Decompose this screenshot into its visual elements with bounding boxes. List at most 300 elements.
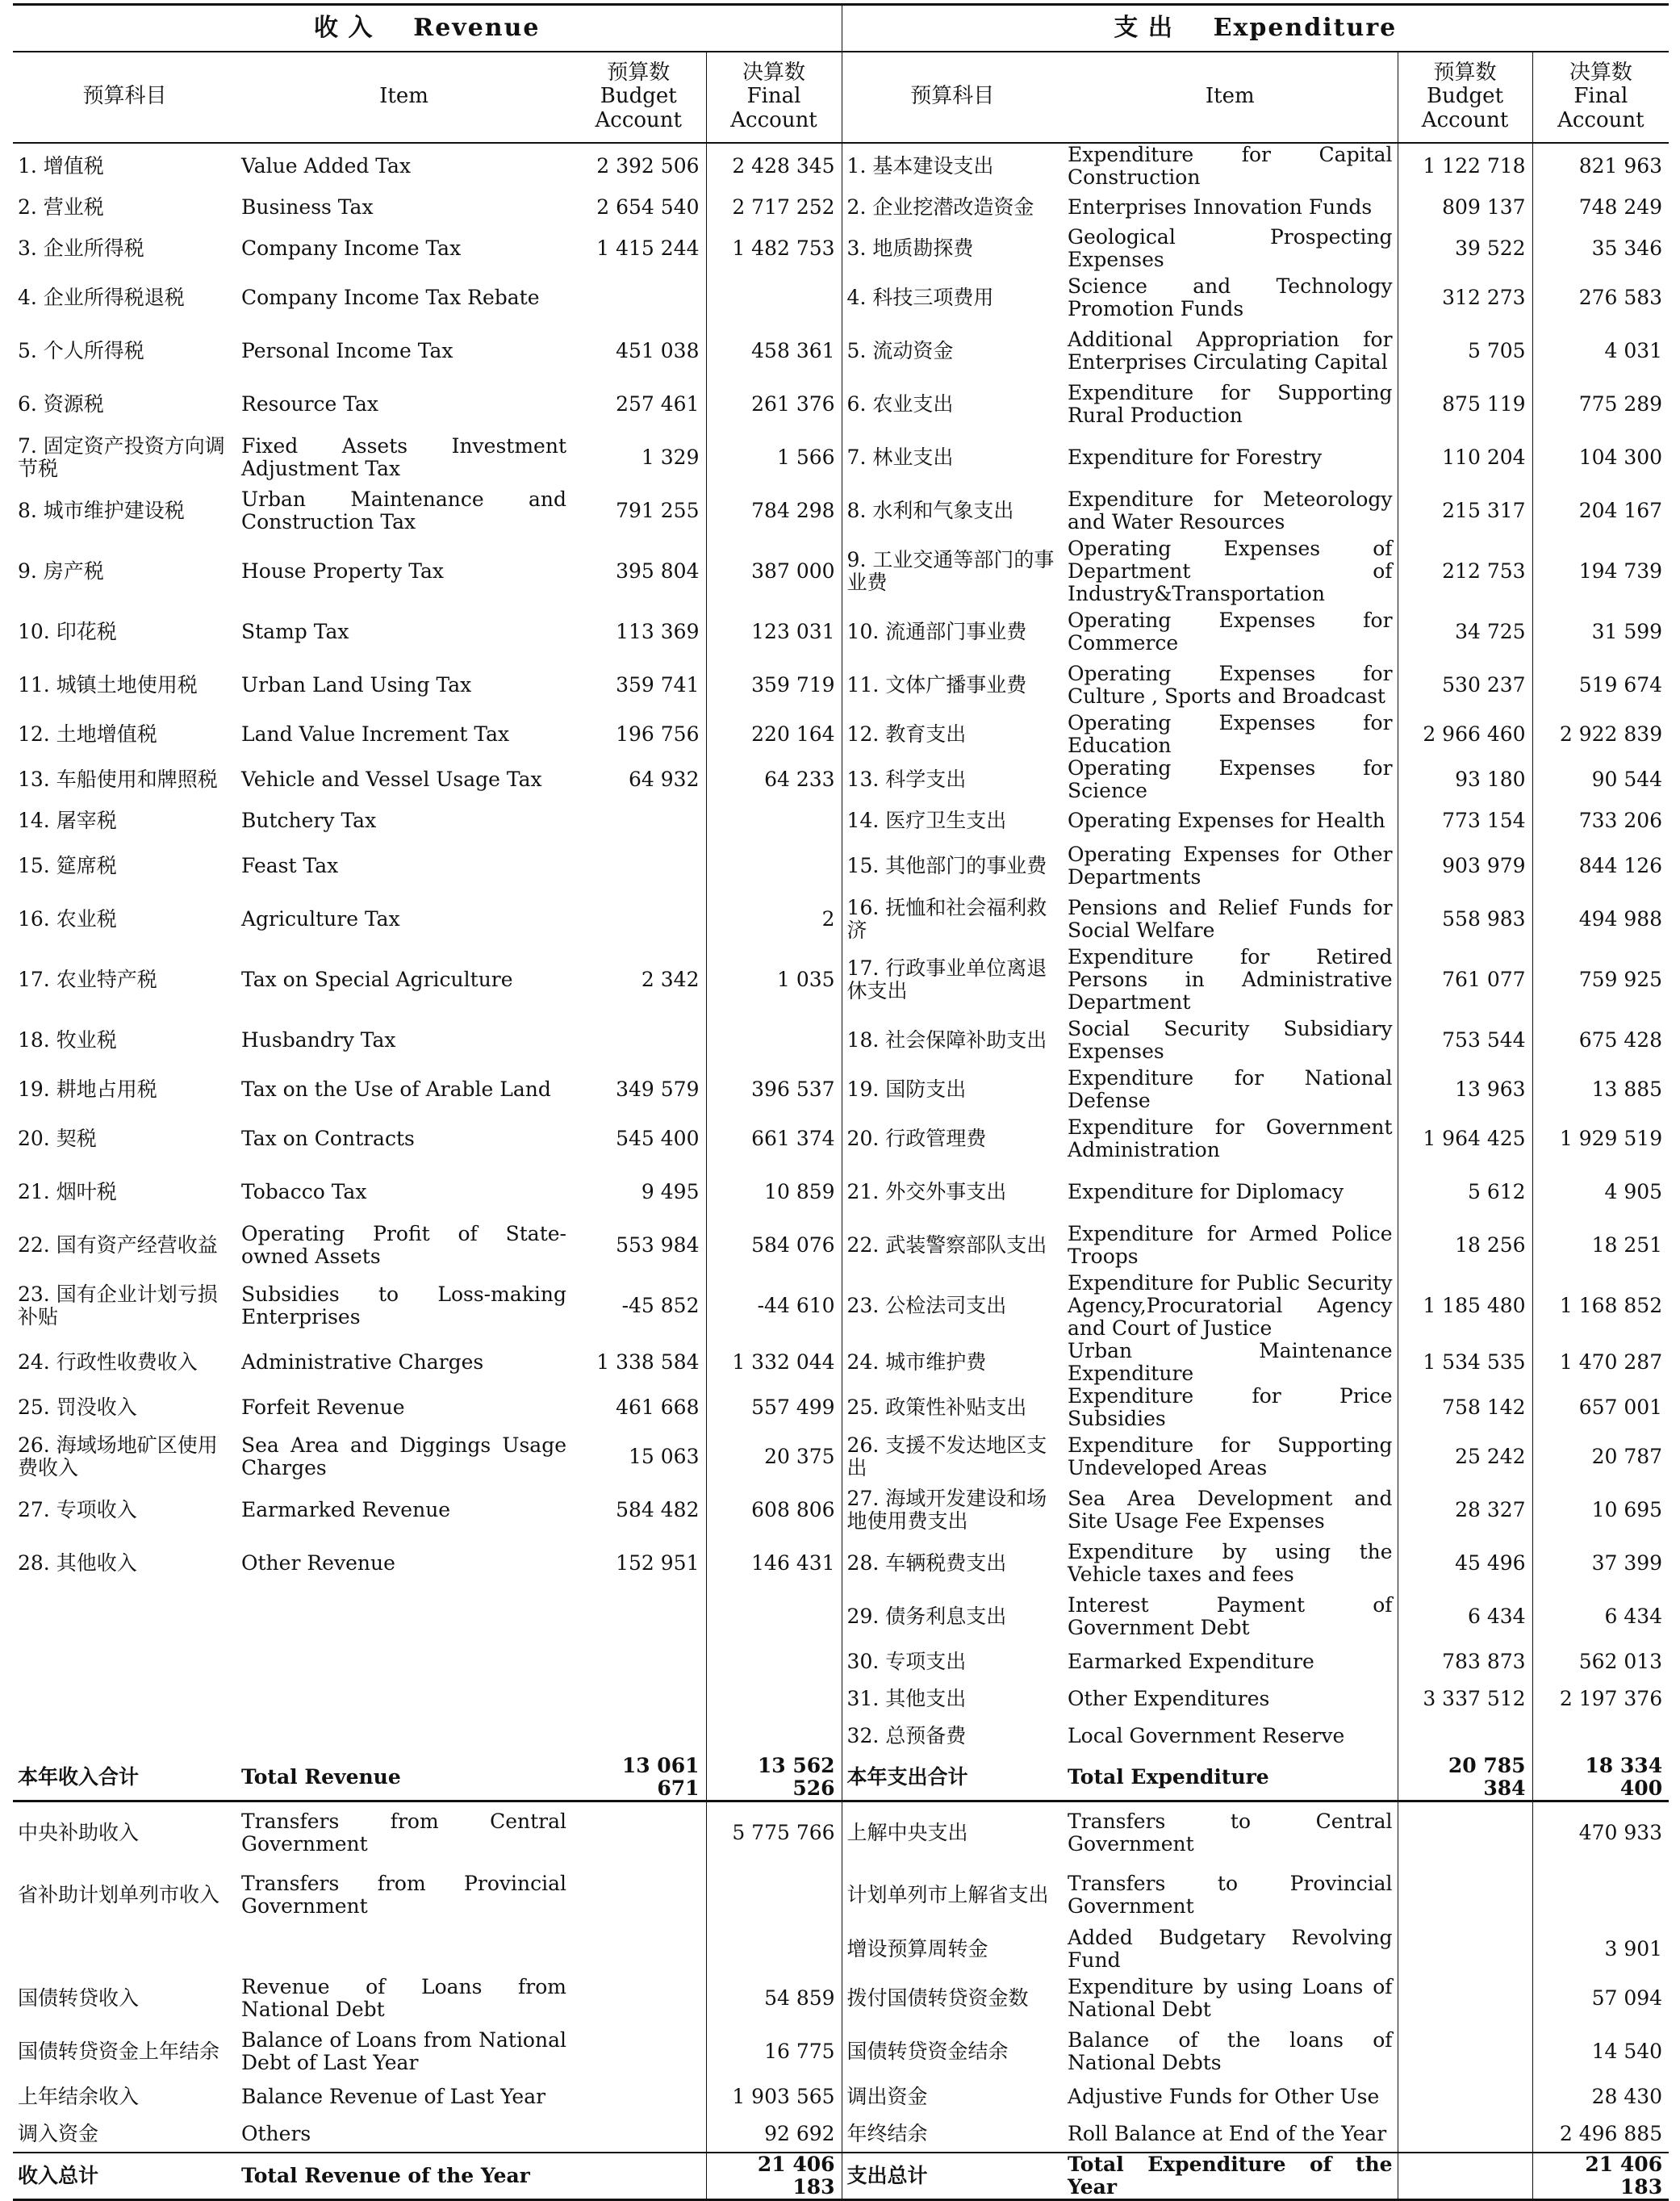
exp-col-final-en1: Final bbox=[1573, 84, 1628, 109]
exp-budget: 110 204 bbox=[1398, 431, 1532, 484]
table-row bbox=[13, 1165, 1669, 1219]
rev-final: 16 775 bbox=[706, 2025, 842, 2078]
exp-item-zh: 10. 流通部门事业费 bbox=[846, 619, 1027, 643]
rev-budget bbox=[571, 1680, 706, 1718]
rev-final: 1 566 bbox=[706, 431, 842, 484]
exp-item-en: Expenditure by using the Vehicle taxes and fees bbox=[1063, 1537, 1398, 1590]
exp-col-item-zh: 预算科目 bbox=[842, 52, 1063, 143]
exp-final: 14 540 bbox=[1591, 2040, 1663, 2063]
rev-final: 20 375 bbox=[706, 1430, 842, 1483]
exp-item-en: Expenditure for Government Administration bbox=[1063, 1112, 1398, 1165]
rev-item-en: Subsidies to Loss-making Enterprises bbox=[241, 1282, 566, 1329]
rev-final: 458 361 bbox=[706, 324, 842, 378]
rev-item-zh: 20. 契税 bbox=[18, 1126, 97, 1150]
rev-item-zh: 4. 企业所得税退税 bbox=[18, 285, 185, 309]
rev-item-zh: 9. 房产税 bbox=[18, 559, 104, 583]
exp-budget: 25 242 bbox=[1398, 1430, 1532, 1483]
rev-final: 359 719 bbox=[706, 659, 842, 712]
exp-final: 90 544 bbox=[1591, 767, 1663, 791]
rev-col-final-en1: Final bbox=[746, 84, 801, 109]
exp-budget: 875 119 bbox=[1398, 378, 1532, 431]
rev-budget bbox=[571, 1014, 706, 1067]
rev-budget: 9 495 bbox=[571, 1165, 706, 1219]
exp-item-en: Enterprises Innovation Funds bbox=[1063, 189, 1398, 226]
rev-item-en bbox=[236, 1590, 571, 1643]
rev-item-zh: 15. 筵席税 bbox=[18, 853, 117, 877]
rev-item-en: Administrative Charges bbox=[241, 1349, 484, 1374]
revenue-title-zh: 收 入 bbox=[314, 13, 374, 42]
rev-final: 608 806 bbox=[706, 1483, 842, 1537]
rev-budget: 1 415 244 bbox=[571, 226, 706, 271]
exp-item-zh: 增设预算周转金 bbox=[846, 1937, 988, 1960]
exp-budget bbox=[1398, 1801, 1532, 1864]
exp-budget: 34 725 bbox=[1398, 605, 1532, 659]
rev-item-zh: 8. 城市维护建设税 bbox=[18, 498, 185, 522]
rev-final: 64 233 bbox=[706, 757, 842, 802]
expenditure-title-zh: 支 出 bbox=[1114, 13, 1173, 42]
exp-item-zh: 19. 国防支出 bbox=[846, 1077, 967, 1101]
exp-budget: 783 873 bbox=[1398, 1643, 1532, 1680]
rev-budget bbox=[571, 802, 706, 839]
rev-col-item-zh: 预算科目 bbox=[13, 52, 236, 143]
rev-budget bbox=[571, 1864, 706, 1927]
exp-item-zh: 25. 政策性补贴支出 bbox=[846, 1395, 1027, 1419]
exp-item-en: Operating Expenses for Other Departments bbox=[1063, 839, 1398, 893]
exp-col-item-en: Item bbox=[1063, 52, 1398, 143]
table-row bbox=[13, 1014, 1669, 1067]
exp-item-en: Total Expenditure of the Year bbox=[1063, 2153, 1398, 2200]
exp-item-zh: 22. 武装警察部队支出 bbox=[846, 1232, 1047, 1257]
rev-item-en: Company Income Tax bbox=[241, 236, 462, 260]
exp-item-zh: 支出总计 bbox=[842, 2153, 1063, 2200]
rev-final: 396 537 bbox=[706, 1067, 842, 1112]
exp-item-en: Expenditure for Forestry bbox=[1063, 431, 1398, 484]
exp-col-final-zh: 决算数 bbox=[1569, 61, 1632, 86]
exp-budget bbox=[1398, 1864, 1532, 1927]
rev-col-budget-zh: 预算数 bbox=[607, 61, 671, 86]
exp-final: 2 922 839 bbox=[1559, 722, 1663, 746]
rev-item-en: Resource Tax bbox=[241, 391, 379, 416]
rev-final bbox=[706, 1864, 842, 1927]
exp-budget: 809 137 bbox=[1398, 189, 1532, 226]
exp-item-zh: 21. 外交外事支出 bbox=[846, 1179, 1007, 1203]
exp-final: 204 167 bbox=[1578, 498, 1663, 522]
exp-col-budget bbox=[1398, 52, 1532, 143]
rev-final bbox=[706, 1643, 842, 1680]
revenue-section-title bbox=[13, 5, 842, 52]
exp-item-zh: 30. 专项支出 bbox=[846, 1649, 967, 1673]
rev-item-en: Business Tax bbox=[241, 195, 374, 219]
rev-final: 1 035 bbox=[706, 946, 842, 1014]
exp-budget: 18 256 bbox=[1398, 1219, 1532, 1272]
rev-item-zh: 16. 农业税 bbox=[18, 906, 117, 931]
rev-item-en: Transfers from Central Government bbox=[241, 1809, 566, 1856]
rev-item-zh: 17. 农业特产税 bbox=[18, 967, 157, 991]
exp-item-en: Expenditure by using Loans of National Debt bbox=[1063, 1972, 1398, 2025]
exp-item-en: Science and Technology Promotion Funds bbox=[1063, 271, 1398, 324]
exp-budget: 212 753 bbox=[1398, 538, 1532, 605]
exp-item-en: Earmarked Expenditure bbox=[1063, 1643, 1398, 1680]
table-row bbox=[13, 1590, 1669, 1643]
exp-item-zh: 4. 科技三项费用 bbox=[846, 285, 994, 309]
rev-budget bbox=[571, 1590, 706, 1643]
rev-budget: 791 255 bbox=[571, 484, 706, 538]
rev-final: 2 428 345 bbox=[706, 143, 842, 189]
exp-item-zh: 26. 支援不发达地区支出 bbox=[846, 1433, 1047, 1479]
exp-col-final-en2: Account bbox=[1557, 107, 1644, 132]
table-row bbox=[13, 659, 1669, 712]
exp-final: 1 929 519 bbox=[1559, 1126, 1663, 1150]
rev-item-zh: 调入资金 bbox=[18, 2121, 99, 2145]
exp-final: 104 300 bbox=[1578, 445, 1663, 469]
exp-item-zh: 11. 文体广播事业费 bbox=[846, 672, 1027, 697]
rev-final: 1 482 753 bbox=[706, 226, 842, 271]
exp-budget bbox=[1398, 1972, 1532, 2025]
rev-final: 220 164 bbox=[706, 712, 842, 757]
transfer-row bbox=[13, 1927, 1669, 1972]
table-row bbox=[13, 271, 1669, 324]
exp-final: 13 885 bbox=[1591, 1077, 1663, 1101]
rev-budget: 545 400 bbox=[571, 1112, 706, 1165]
exp-budget: 6 434 bbox=[1398, 1590, 1532, 1643]
exp-budget: 93 180 bbox=[1398, 757, 1532, 802]
rev-final: 661 374 bbox=[706, 1112, 842, 1165]
rev-col-budget bbox=[571, 52, 706, 143]
exp-final: 18 251 bbox=[1591, 1232, 1663, 1257]
exp-item-en: Operating Expenses of Department of Industry&Transportation bbox=[1063, 538, 1398, 605]
exp-col-final bbox=[1532, 52, 1669, 143]
exp-item-en: Local Government Reserve bbox=[1063, 1718, 1398, 1755]
rev-item-zh: 7. 固定资产投资方向调节税 bbox=[18, 433, 225, 480]
exp-final: 18 334 400 bbox=[1532, 1755, 1669, 1801]
table-row bbox=[13, 143, 1669, 189]
exp-item-en: Transfers to Central Government bbox=[1063, 1801, 1398, 1864]
exp-final: 2 496 885 bbox=[1559, 2121, 1663, 2145]
exp-final: 194 739 bbox=[1578, 559, 1663, 583]
rev-item-zh: 国债转贷收入 bbox=[18, 1986, 140, 2010]
rev-item-en: Butchery Tax bbox=[241, 808, 377, 832]
exp-budget: 753 544 bbox=[1398, 1014, 1532, 1067]
exp-item-en: Geological Prospecting Expenses bbox=[1063, 226, 1398, 271]
exp-item-zh: 本年支出合计 bbox=[842, 1755, 1063, 1801]
rev-item-en: Sea Area and Diggings Usage Charges bbox=[241, 1433, 566, 1479]
rev-item-zh: 5. 个人所得税 bbox=[18, 338, 144, 362]
table-row bbox=[13, 802, 1669, 839]
rev-item-en bbox=[236, 1643, 571, 1680]
rev-col-final bbox=[706, 52, 842, 143]
exp-final: 31 599 bbox=[1591, 619, 1663, 643]
exp-budget: 1 185 480 bbox=[1398, 1272, 1532, 1340]
table-row bbox=[13, 1680, 1669, 1718]
exp-item-en: Expenditure for Public Security Agency,Procuratorial Agency and Court of Justice bbox=[1063, 1272, 1398, 1340]
rev-item-en: Tobacco Tax bbox=[241, 1179, 367, 1203]
exp-item-en: Social Security Subsidiary Expenses bbox=[1063, 1014, 1398, 1067]
exp-final: 657 001 bbox=[1578, 1395, 1663, 1419]
exp-budget bbox=[1398, 2153, 1532, 2200]
rev-item-en: Total Revenue bbox=[236, 1755, 571, 1801]
exp-final: 35 346 bbox=[1591, 236, 1663, 260]
exp-budget: 558 983 bbox=[1398, 893, 1532, 946]
exp-final: 1 470 287 bbox=[1559, 1349, 1663, 1374]
exp-item-en: Adjustive Funds for Other Use bbox=[1063, 2078, 1398, 2115]
rev-item-zh: 3. 企业所得税 bbox=[18, 236, 144, 260]
rev-budget bbox=[571, 271, 706, 324]
table-row bbox=[13, 1112, 1669, 1165]
expenditure-title-en: Expenditure bbox=[1213, 13, 1398, 42]
exp-item-en: Operating Expenses for Education bbox=[1063, 712, 1398, 757]
exp-budget: 1 122 718 bbox=[1398, 143, 1532, 189]
table-row bbox=[13, 1537, 1669, 1590]
exp-item-en: Interest Payment of Government Debt bbox=[1063, 1590, 1398, 1643]
rev-budget: 1 329 bbox=[571, 431, 706, 484]
exp-item-zh: 1. 基本建设支出 bbox=[846, 153, 994, 178]
exp-final: 562 013 bbox=[1578, 1649, 1663, 1673]
rev-final: 92 692 bbox=[706, 2115, 842, 2153]
exp-item-en: Expenditure for Capital Construction bbox=[1063, 143, 1398, 189]
rev-item-en: Forfeit Revenue bbox=[241, 1395, 405, 1419]
rev-final bbox=[706, 1718, 842, 1755]
exp-final bbox=[1532, 1718, 1669, 1755]
rev-final: 557 499 bbox=[706, 1385, 842, 1430]
rev-final: 146 431 bbox=[706, 1537, 842, 1590]
rev-final bbox=[706, 1014, 842, 1067]
table-row bbox=[13, 324, 1669, 378]
rev-budget: 15 063 bbox=[571, 1430, 706, 1483]
exp-item-zh: 拨付国债转贷资金数 bbox=[846, 1986, 1029, 2010]
rev-final: 1 903 565 bbox=[706, 2078, 842, 2115]
rev-item-zh: 23. 国有企业计划亏损补贴 bbox=[18, 1282, 218, 1329]
exp-final: 28 430 bbox=[1591, 2085, 1663, 2108]
rev-final: 2 bbox=[706, 893, 842, 946]
exp-budget: 2 966 460 bbox=[1398, 712, 1532, 757]
exp-final: 37 399 bbox=[1591, 1550, 1663, 1575]
exp-item-zh: 6. 农业支出 bbox=[846, 391, 954, 416]
expenditure-section-title bbox=[842, 5, 1669, 52]
rev-item-zh: 10. 印花税 bbox=[18, 619, 117, 643]
table-row bbox=[13, 757, 1669, 802]
rev-budget: 196 756 bbox=[571, 712, 706, 757]
rev-final bbox=[706, 1590, 842, 1643]
rev-item-en: Urban Land Using Tax bbox=[241, 672, 472, 697]
rev-item-zh: 12. 土地增值税 bbox=[18, 722, 157, 746]
table-row bbox=[13, 431, 1669, 484]
rev-item-zh bbox=[13, 1718, 236, 1755]
exp-item-zh: 国债转贷资金结余 bbox=[846, 2040, 1009, 2063]
exp-item-zh: 5. 流动资金 bbox=[846, 338, 954, 362]
exp-budget: 530 237 bbox=[1398, 659, 1532, 712]
rev-item-zh: 6. 资源税 bbox=[18, 391, 104, 416]
exp-item-zh: 27. 海域开发建设和场地使用费支出 bbox=[846, 1486, 1047, 1533]
exp-item-en: Pensions and Relief Funds for Social Welfare bbox=[1063, 893, 1398, 946]
rev-final: 584 076 bbox=[706, 1219, 842, 1272]
exp-item-zh: 3. 地质勘探费 bbox=[846, 236, 974, 260]
rev-item-en: Husbandry Tax bbox=[241, 1027, 396, 1052]
rev-item-zh bbox=[13, 1643, 236, 1680]
rev-item-zh: 14. 屠宰税 bbox=[18, 808, 117, 832]
rev-item-zh: 24. 行政性收费收入 bbox=[18, 1349, 198, 1374]
revenue-title-en: Revenue bbox=[413, 13, 541, 42]
rev-item-en: Fixed Assets Investment Adjustment Tax bbox=[241, 433, 566, 480]
grand-total-row bbox=[13, 2153, 1669, 2200]
rev-item-en: Urban Maintenance and Construction Tax bbox=[241, 487, 566, 534]
rev-item-zh: 21. 烟叶税 bbox=[18, 1179, 117, 1203]
table-row bbox=[13, 605, 1669, 659]
rev-budget: 584 482 bbox=[571, 1483, 706, 1537]
transfer-row bbox=[13, 2078, 1669, 2115]
exp-col-budget-en1: Budget bbox=[1427, 84, 1504, 109]
rev-item-zh: 收入总计 bbox=[13, 2153, 236, 2200]
exp-budget: 1 534 535 bbox=[1398, 1340, 1532, 1385]
exp-item-en: Expenditure for Retired Persons in Administrative Department bbox=[1063, 946, 1398, 1014]
exp-item-en: Expenditure for Meteorology and Water Resources bbox=[1063, 484, 1398, 538]
total-row bbox=[13, 1755, 1669, 1801]
exp-final: 494 988 bbox=[1578, 906, 1663, 931]
rev-budget: 257 461 bbox=[571, 378, 706, 431]
table-row bbox=[13, 712, 1669, 757]
exp-final: 675 428 bbox=[1578, 1027, 1663, 1052]
table-row bbox=[13, 1483, 1669, 1537]
rev-item-en: Feast Tax bbox=[241, 853, 339, 877]
exp-budget: 312 273 bbox=[1398, 271, 1532, 324]
rev-col-final-en2: Account bbox=[730, 107, 817, 132]
rev-item-zh bbox=[13, 1680, 236, 1718]
rev-budget bbox=[571, 2153, 706, 2200]
exp-col-budget-en2: Account bbox=[1421, 107, 1509, 132]
table-row bbox=[13, 1643, 1669, 1680]
exp-item-en: Expenditure for Supporting Rural Production bbox=[1063, 378, 1398, 431]
rev-final bbox=[706, 1680, 842, 1718]
rev-item-en: Tax on the Use of Arable Land bbox=[241, 1077, 551, 1101]
rev-item-en: Transfers from Provincial Government bbox=[241, 1872, 566, 1918]
rev-final: 261 376 bbox=[706, 378, 842, 431]
exp-item-zh: 7. 林业支出 bbox=[846, 445, 954, 469]
rev-budget bbox=[571, 1801, 706, 1864]
rev-item-zh: 22. 国有资产经营收益 bbox=[18, 1232, 218, 1257]
transfer-row bbox=[13, 2025, 1669, 2078]
rev-final bbox=[706, 802, 842, 839]
exp-item-en: Operating Expenses for Health bbox=[1063, 802, 1398, 839]
exp-item-en: Urban Maintenance Expenditure bbox=[1063, 1340, 1398, 1385]
exp-budget: 45 496 bbox=[1398, 1537, 1532, 1590]
exp-final: 3 901 bbox=[1604, 1937, 1663, 1960]
table-row bbox=[13, 484, 1669, 538]
exp-budget bbox=[1398, 2025, 1532, 2078]
rev-item-zh: 2. 营业税 bbox=[18, 195, 104, 219]
transfer-row bbox=[13, 2115, 1669, 2153]
rev-item-en: Value Added Tax bbox=[241, 153, 412, 178]
rev-budget: 461 668 bbox=[571, 1385, 706, 1430]
exp-item-zh: 31. 其他支出 bbox=[846, 1686, 967, 1710]
rev-item-zh: 1. 增值税 bbox=[18, 153, 104, 178]
exp-final: 4 905 bbox=[1604, 1179, 1663, 1203]
exp-final: 1 168 852 bbox=[1559, 1293, 1663, 1317]
table-row bbox=[13, 1718, 1669, 1755]
rev-item-en: Total Revenue of the Year bbox=[236, 2153, 571, 2200]
exp-item-zh: 17. 行政事业单位离退休支出 bbox=[846, 956, 1047, 1002]
rev-final: 123 031 bbox=[706, 605, 842, 659]
exp-item-zh: 32. 总预备费 bbox=[846, 1723, 967, 1747]
exp-budget: 13 963 bbox=[1398, 1067, 1532, 1112]
rev-item-zh: 26. 海域场地矿区使用费收入 bbox=[18, 1433, 218, 1479]
exp-item-zh: 14. 医疗卫生支出 bbox=[846, 808, 1007, 832]
table-row bbox=[13, 1385, 1669, 1430]
rev-budget: 2 654 540 bbox=[571, 189, 706, 226]
exp-final: 733 206 bbox=[1578, 808, 1663, 832]
rev-item-en bbox=[236, 1927, 571, 1972]
exp-item-zh: 调出资金 bbox=[846, 2085, 928, 2108]
exp-budget bbox=[1398, 2115, 1532, 2153]
exp-budget: 3 337 512 bbox=[1398, 1680, 1532, 1718]
rev-final: 387 000 bbox=[706, 538, 842, 605]
exp-budget bbox=[1398, 2078, 1532, 2115]
exp-item-en: Transfers to Provincial Government bbox=[1063, 1864, 1398, 1927]
exp-budget: 758 142 bbox=[1398, 1385, 1532, 1430]
transfer-row bbox=[13, 1864, 1669, 1927]
exp-item-en: Expenditure for Armed Police Troops bbox=[1063, 1219, 1398, 1272]
exp-budget bbox=[1398, 1927, 1532, 1972]
transfer-row bbox=[13, 1972, 1669, 2025]
rev-item-zh: 18. 牧业税 bbox=[18, 1027, 117, 1052]
rev-col-item-en: Item bbox=[236, 52, 571, 143]
rev-final: 5 775 766 bbox=[706, 1801, 842, 1864]
table-row bbox=[13, 538, 1669, 605]
table-row bbox=[13, 226, 1669, 271]
exp-budget bbox=[1398, 1718, 1532, 1755]
rev-item-en: Agriculture Tax bbox=[241, 906, 400, 931]
rev-item-zh bbox=[13, 1590, 236, 1643]
rev-budget bbox=[571, 839, 706, 893]
rev-budget: 349 579 bbox=[571, 1067, 706, 1112]
rev-col-final-zh: 决算数 bbox=[742, 61, 806, 86]
exp-final: 4 031 bbox=[1604, 338, 1663, 362]
exp-item-en: Other Expenditures bbox=[1063, 1680, 1398, 1718]
rev-budget bbox=[571, 1927, 706, 1972]
rev-budget: 152 951 bbox=[571, 1537, 706, 1590]
exp-budget: 5 612 bbox=[1398, 1165, 1532, 1219]
table-row bbox=[13, 1219, 1669, 1272]
rev-budget bbox=[571, 1643, 706, 1680]
table-row bbox=[13, 893, 1669, 946]
table-row bbox=[13, 189, 1669, 226]
rev-item-en: Land Value Increment Tax bbox=[241, 722, 510, 746]
rev-budget bbox=[571, 2025, 706, 2078]
rev-item-en: Others bbox=[241, 2121, 311, 2145]
exp-item-en: Additional Appropriation for Enterprises Circulating Capital bbox=[1063, 324, 1398, 378]
rev-item-zh: 25. 罚没收入 bbox=[18, 1395, 137, 1419]
rev-budget: -45 852 bbox=[571, 1272, 706, 1340]
exp-final: 21 406 183 bbox=[1532, 2153, 1669, 2200]
exp-item-zh: 28. 车辆税费支出 bbox=[846, 1550, 1007, 1575]
exp-item-zh: 8. 水利和气象支出 bbox=[846, 498, 1014, 522]
rev-item-en bbox=[236, 1718, 571, 1755]
rev-final bbox=[706, 271, 842, 324]
exp-item-zh: 13. 科学支出 bbox=[846, 767, 967, 791]
rev-item-en: Other Revenue bbox=[241, 1550, 395, 1575]
rev-item-en: Personal Income Tax bbox=[241, 338, 453, 362]
table-row bbox=[13, 1272, 1669, 1340]
rev-budget: 553 984 bbox=[571, 1219, 706, 1272]
table-row bbox=[13, 1430, 1669, 1483]
rev-item-en: Earmarked Revenue bbox=[241, 1497, 451, 1521]
table-row bbox=[13, 946, 1669, 1014]
rev-item-en: Balance of Loans from National Debt of Last Year bbox=[241, 2028, 566, 2074]
exp-final: 276 583 bbox=[1578, 285, 1663, 309]
rev-item-en: Balance Revenue of Last Year bbox=[241, 2085, 546, 2108]
section-title-row bbox=[13, 5, 1669, 52]
exp-final: 748 249 bbox=[1578, 195, 1663, 219]
exp-item-zh: 年终结余 bbox=[846, 2121, 928, 2145]
rev-col-budget-en2: Account bbox=[595, 107, 682, 132]
